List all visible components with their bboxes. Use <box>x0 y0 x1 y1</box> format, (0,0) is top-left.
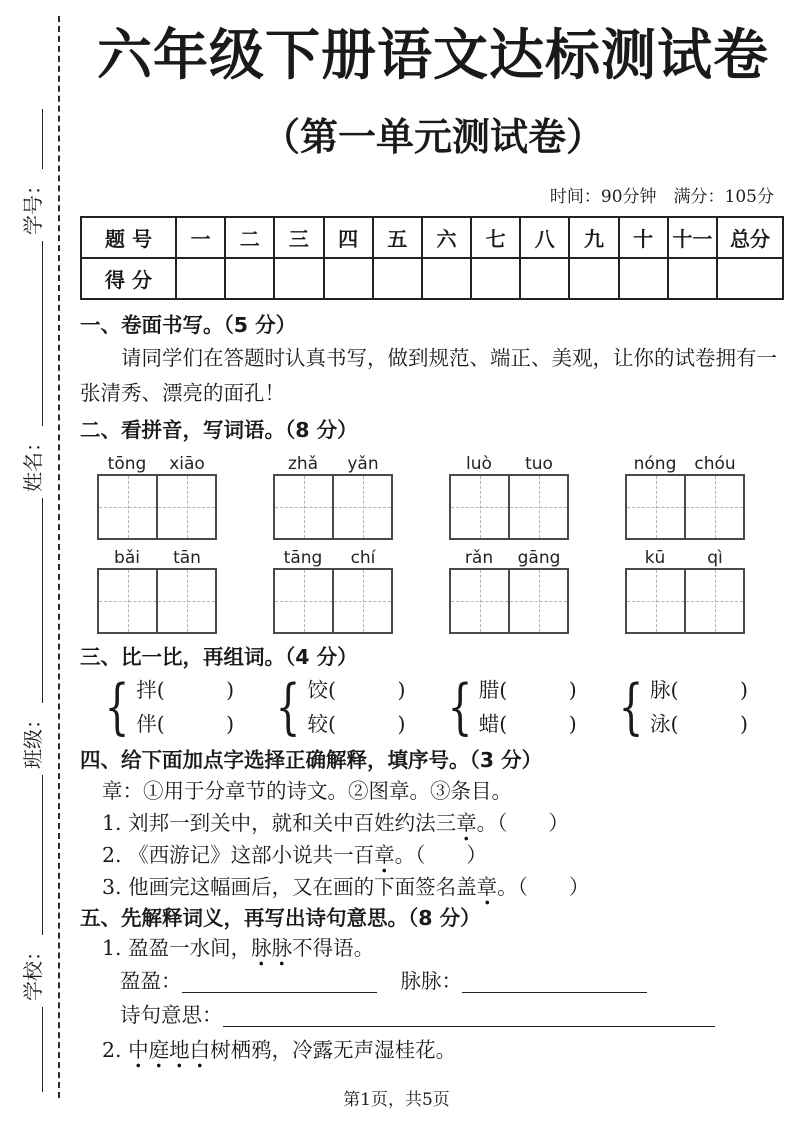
brace-icon: { <box>275 672 301 742</box>
answer-paren[interactable]: 。（ ） <box>497 875 590 899</box>
binding-dashed-line <box>58 16 60 1098</box>
item-text: 刘邦一到关中，就和关中百姓约法三 <box>128 811 457 835</box>
item-text: 他画完这幅画后，又在画的下面签名盖 <box>128 875 477 899</box>
answer-paren[interactable]: ( ) <box>670 678 748 702</box>
pair-char: 较 <box>307 712 328 736</box>
writing-grid <box>625 568 745 634</box>
item-number: 2. <box>102 1038 122 1062</box>
item-number: 3. <box>102 875 122 899</box>
pinyin-label: bǎi <box>114 548 140 568</box>
writing-cell[interactable] <box>332 570 391 632</box>
score-cell[interactable] <box>471 258 520 299</box>
emphasized-text: 中庭地白 <box>128 1038 210 1068</box>
student-info-margin <box>0 0 58 1122</box>
writing-cell[interactable] <box>99 570 156 632</box>
score-col-header: 十一 <box>668 217 717 258</box>
writing-cell[interactable] <box>684 476 743 538</box>
emphasized-text: 脉脉 <box>251 936 292 966</box>
writing-grid <box>273 568 393 634</box>
writing-cell[interactable] <box>451 570 508 632</box>
writing-cell[interactable] <box>332 476 391 538</box>
brace-icon: { <box>447 672 473 742</box>
blank-label: 脉脉： <box>400 969 462 993</box>
section-3-heading: 三、比一比，再组词。（4 分） <box>80 645 358 669</box>
question-item <box>80 932 786 964</box>
page-subtitle: （第一单元测试卷） <box>261 114 604 159</box>
pinyin-label: xiāo <box>169 454 205 474</box>
pair-char: 饺 <box>307 678 328 702</box>
writing-grid <box>449 568 569 634</box>
word-pair <box>441 673 577 741</box>
pinyin-label: tuo <box>525 454 553 474</box>
class-label: 班级： <box>20 709 45 769</box>
score-cell[interactable] <box>520 258 569 299</box>
answer-paren[interactable]: 。（ ） <box>476 811 569 835</box>
page-title: 六年级下册语文达标测试卷 <box>96 22 769 87</box>
section-2-heading: 二、看拼音，写词语。（8 分） <box>80 418 358 442</box>
item-text: 盈盈一水间， <box>128 936 252 960</box>
score-cell[interactable] <box>274 258 323 299</box>
pinyin-row-1 <box>97 454 745 540</box>
student-id-label: 学号： <box>20 175 45 235</box>
writing-cell[interactable] <box>275 476 332 538</box>
brace-icon: { <box>618 672 644 742</box>
student-id-fill-line[interactable] <box>42 241 43 426</box>
name-fill-line[interactable] <box>42 498 43 703</box>
answer-paren[interactable]: ( ) <box>499 712 577 736</box>
item-number: 1. <box>102 936 122 960</box>
pinyin-label: yǎn <box>347 454 379 474</box>
score-col-header: 八 <box>520 217 569 258</box>
pinyin-label: rǎn <box>464 548 494 568</box>
pair-char: 伴 <box>136 712 157 736</box>
score-cell[interactable] <box>176 258 225 299</box>
score-table <box>80 216 784 300</box>
writing-cell[interactable] <box>627 476 684 538</box>
writing-cell[interactable] <box>684 570 743 632</box>
pinyin-label: zhǎ <box>287 454 319 474</box>
question-number-label: 题 号 <box>81 217 176 258</box>
school-fill-line[interactable] <box>42 1007 43 1092</box>
score-cell[interactable] <box>619 258 668 299</box>
score-col-header: 六 <box>422 217 471 258</box>
section-1-body: 请同学们在答题时认真书写，做到规范、端正、美观，让你的试卷拥有一张清秀、漂亮的面孔！ <box>80 346 777 405</box>
score-cell[interactable] <box>668 258 717 299</box>
score-table-header-row <box>81 217 783 258</box>
blank-label: 诗句意思： <box>120 1003 223 1027</box>
item-text: 不得语。 <box>292 936 375 960</box>
answer-paren[interactable]: ( ) <box>499 678 577 702</box>
section-4-heading: 四、给下面加点字选择正确解释，填序号。（3 分） <box>80 748 543 772</box>
writing-cell[interactable] <box>508 570 567 632</box>
meaning-blank-line <box>80 998 786 1032</box>
score-cell[interactable] <box>422 258 471 299</box>
name-label: 姓名： <box>20 432 45 492</box>
score-col-header: 十 <box>619 217 668 258</box>
emphasized-text: 章 <box>374 843 395 873</box>
score-col-header: 五 <box>373 217 422 258</box>
answer-blank[interactable] <box>462 970 647 993</box>
score-col-header: 九 <box>569 217 618 258</box>
word-pair <box>98 673 234 741</box>
score-col-header: 三 <box>274 217 323 258</box>
answer-paren[interactable]: ( ) <box>327 678 406 702</box>
writing-cell[interactable] <box>508 476 567 538</box>
pair-char: 腊 <box>478 678 500 702</box>
word-pair <box>612 673 748 741</box>
pinyin-row-2 <box>97 548 745 634</box>
section-1-heading: 一、卷面书写。（5 分） <box>80 313 297 337</box>
definition-blanks-line <box>80 964 786 998</box>
pair-char: 拌 <box>136 678 157 702</box>
pair-char: 蜡 <box>478 712 500 736</box>
score-cell[interactable] <box>717 258 783 299</box>
emphasized-text: 章 <box>477 875 498 905</box>
question-item <box>80 1034 786 1066</box>
pinyin-group <box>273 454 393 540</box>
gloss-line: 章：①用于分章节的诗文。②图章。③条目。 <box>102 779 512 803</box>
item-text: 树栖鸦，冷露无声湿桂花。 <box>210 1038 457 1062</box>
exam-meta: 时间：90分钟 满分：105分 <box>549 187 774 207</box>
pinyin-group <box>273 548 393 634</box>
pinyin-label: tāng <box>283 548 323 568</box>
answer-paren[interactable]: ( ) <box>156 678 235 702</box>
writing-grid <box>97 474 217 540</box>
pinyin-label: kū <box>644 548 666 568</box>
word-pairs-row <box>98 673 748 741</box>
writing-cell[interactable] <box>275 570 332 632</box>
answer-blank[interactable] <box>223 1004 715 1027</box>
pair-char: 泳 <box>649 712 671 736</box>
writing-grid <box>449 474 569 540</box>
pinyin-label: chí <box>350 548 376 568</box>
writing-cell[interactable] <box>156 476 215 538</box>
pinyin-group <box>449 454 569 540</box>
pinyin-group <box>97 454 217 540</box>
item-number: 2. <box>102 843 122 867</box>
score-col-header: 七 <box>471 217 520 258</box>
page-footer: 第1页，共5页 <box>343 1090 450 1110</box>
writing-cell[interactable] <box>627 570 684 632</box>
pinyin-group <box>449 548 569 634</box>
pinyin-label: nóng <box>633 454 677 474</box>
pinyin-label: tān <box>173 548 201 568</box>
pinyin-group <box>625 548 745 634</box>
item-text: 《西游记》这部小说共一百 <box>128 843 375 867</box>
student-info-strip <box>6 0 56 1122</box>
student-id-fill-line-top[interactable] <box>42 109 43 169</box>
answer-paren[interactable]: 。（ ） <box>394 843 487 867</box>
writing-cell[interactable] <box>99 476 156 538</box>
writing-cell[interactable] <box>451 476 508 538</box>
pinyin-label: qì <box>707 548 723 568</box>
blank-label: 盈盈： <box>120 969 182 993</box>
score-cell[interactable] <box>373 258 422 299</box>
score-col-header: 总分 <box>717 217 783 258</box>
pinyin-label: luò <box>466 454 492 474</box>
emphasized-text: 章 <box>456 811 477 841</box>
writing-grid <box>97 568 217 634</box>
writing-cell[interactable] <box>156 570 215 632</box>
pinyin-label: tōng <box>107 454 147 474</box>
score-table-score-row <box>81 258 783 299</box>
pinyin-group <box>97 548 217 634</box>
section-5-heading: 五、先解释词义，再写出诗句意思。（8 分） <box>80 906 481 930</box>
score-cell[interactable] <box>324 258 373 299</box>
writing-grid <box>625 474 745 540</box>
pair-char: 脉 <box>649 678 671 702</box>
answer-paren[interactable]: ( ) <box>156 712 235 736</box>
school-label: 学校： <box>20 941 45 1001</box>
pinyin-label: chóu <box>694 454 736 474</box>
answer-paren[interactable]: ( ) <box>670 712 748 736</box>
question-item <box>80 871 786 903</box>
class-fill-line[interactable] <box>42 775 43 935</box>
score-label: 得 分 <box>81 258 176 299</box>
question-item <box>80 839 786 871</box>
answer-paren[interactable]: ( ) <box>327 712 406 736</box>
item-number: 1. <box>102 811 122 835</box>
score-col-header: 四 <box>324 217 373 258</box>
score-col-header: 二 <box>225 217 274 258</box>
score-cell[interactable] <box>225 258 274 299</box>
score-col-header: 一 <box>176 217 225 258</box>
question-item <box>80 807 786 839</box>
writing-grid <box>273 474 393 540</box>
exam-content <box>80 20 786 1066</box>
word-pair <box>269 673 405 741</box>
answer-blank[interactable] <box>182 970 377 993</box>
brace-icon: { <box>104 672 130 742</box>
pinyin-label: gāng <box>517 548 561 568</box>
pinyin-group <box>625 454 745 540</box>
score-cell[interactable] <box>569 258 618 299</box>
